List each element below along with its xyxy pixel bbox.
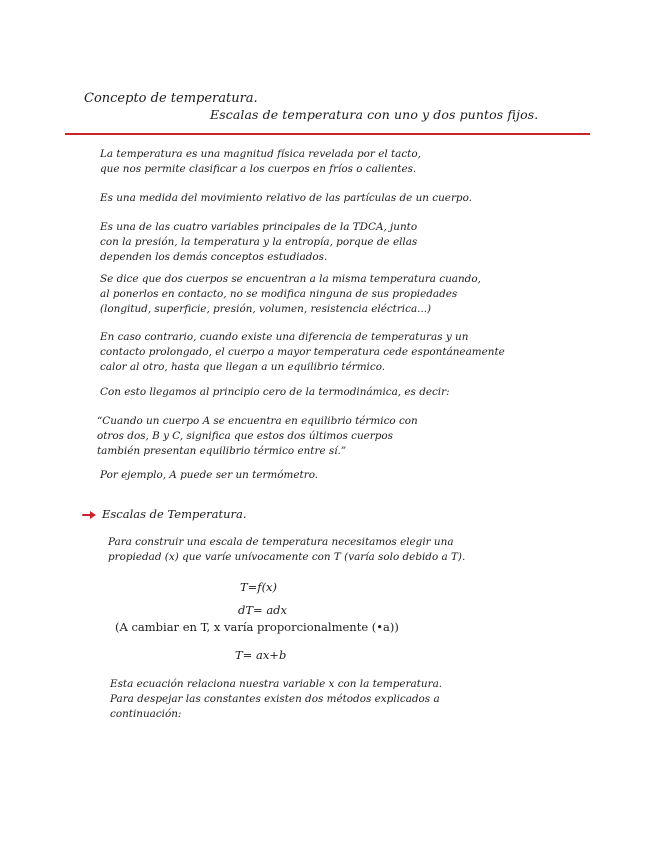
text-line: En caso contrario, cuando existe una diferencia de temperaturas y un	[100, 331, 469, 343]
page-subtitle: Escalas de temperatura con uno y dos puntos fijos.	[210, 107, 539, 122]
text-line: calor al otro, hasta que llegan a un equilibrio térmico.	[100, 361, 386, 373]
page-title: Concepto de temperatura.	[84, 91, 258, 106]
paragraph-heat-transfer	[100, 330, 560, 375]
paragraph-zeroth-law-intro	[100, 385, 560, 400]
text-line: contacto prolongado, el cuerpo a mayor temperatura cede espontáneamente	[100, 346, 505, 358]
paragraph-scale-intro	[108, 535, 568, 565]
paragraph-definition	[100, 147, 560, 177]
text-line: que nos permite clasificar a los cuerpos en fríos o calientes.	[100, 163, 417, 175]
text-line: Con esto llegamos al principio cero de la termodinámica, es decir:	[100, 386, 450, 398]
text-line: “Cuando un cuerpo A se encuentra en equilibrio térmico con	[97, 415, 418, 427]
text-line: continuación:	[110, 708, 182, 720]
text-line: Esta ecuación relaciona nuestra variable x con la temperatura.	[110, 678, 443, 690]
text-line: Por ejemplo, A puede ser un termómetro.	[100, 469, 319, 481]
paragraph-constants	[110, 677, 570, 722]
section-heading-text: Escalas de Temperatura.	[102, 507, 247, 521]
text-line: La temperatura es una magnitud física revelada por el tacto,	[100, 148, 421, 160]
arrow-bullet-icon	[82, 510, 98, 520]
text-line: otros dos, B y C, significa que estos dos últimos cuerpos	[97, 430, 394, 442]
text-line: Se dice que dos cuerpos se encuentran a la misma temperatura cuando,	[100, 273, 481, 285]
text-line: Es una de las cuatro variables principales de la TDCA, junto	[100, 221, 418, 233]
text-line: Para construir una escala de temperatura necesitamos elegir una	[108, 536, 454, 548]
paragraph-measure	[100, 191, 560, 206]
paragraph-variables	[100, 220, 560, 265]
equation-linear: T= ax+b	[235, 648, 287, 662]
text-line: Para despejar las constantes existen dos métodos explicados a	[110, 693, 440, 705]
zeroth-law-quote	[97, 414, 557, 459]
text-line: Es una medida del movimiento relativo de las partículas de un cuerpo.	[100, 192, 472, 204]
equation-note: (A cambiar en T, x varía proporcionalmente (•a))	[115, 620, 399, 634]
equation-function: T=f(x)	[240, 580, 278, 594]
text-line: propiedad (x) que varíe unívocamente con T (varía solo debido a T).	[108, 551, 466, 563]
paragraph-example	[100, 468, 560, 483]
text-line: al ponerlos en contacto, no se modifica ninguna de sus propiedades	[100, 288, 458, 300]
section-heading	[82, 507, 247, 521]
equation-differential: dT= adx	[238, 603, 288, 617]
paragraph-equal-temperature	[100, 272, 560, 317]
text-line: (longitud, superficie, presión, volumen, resistencia eléctrica...)	[100, 303, 432, 315]
text-line: también presentan equilibrio térmico entre sí.”	[97, 445, 347, 457]
text-line: dependen los demás conceptos estudiados.	[100, 251, 328, 263]
header-divider	[65, 133, 590, 135]
text-line: con la presión, la temperatura y la entropía, porque de ellas	[100, 236, 418, 248]
